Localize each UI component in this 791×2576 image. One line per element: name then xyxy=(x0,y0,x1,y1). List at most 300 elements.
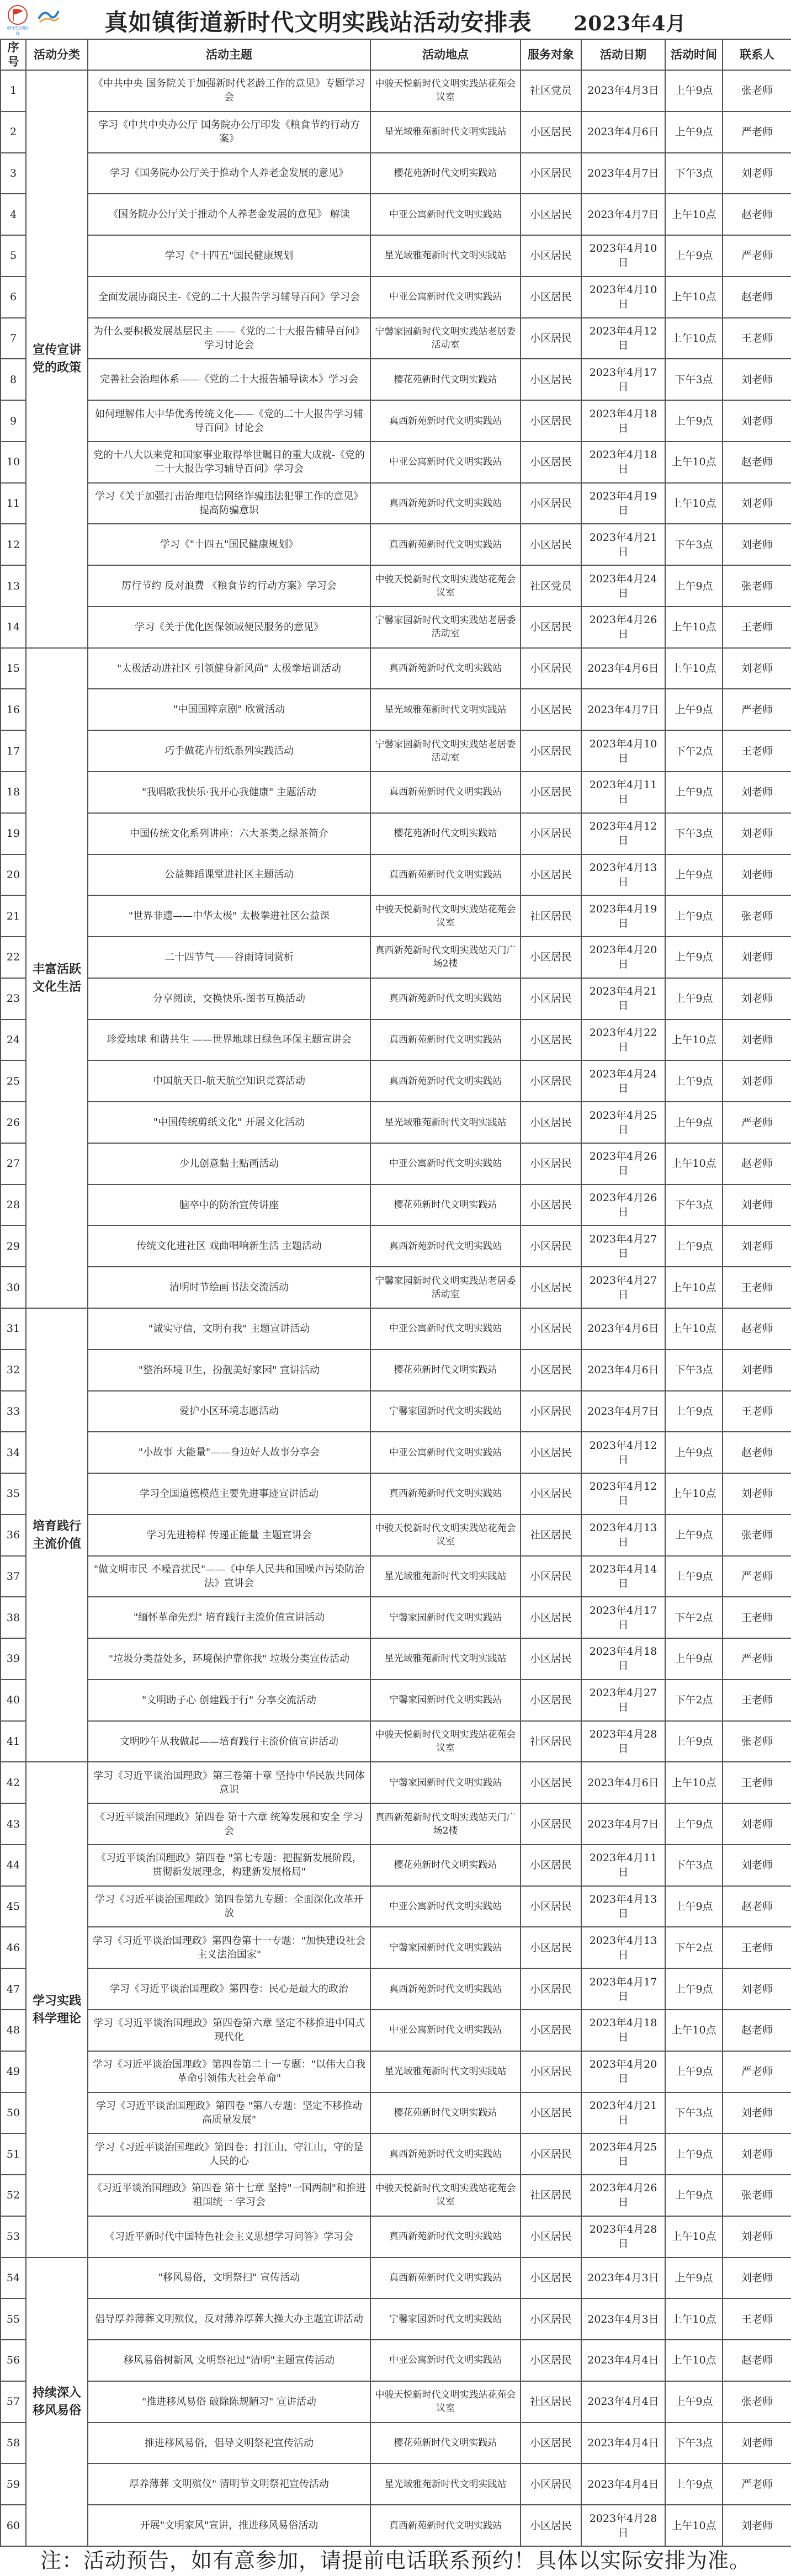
activity-theme: "垃圾分类益处多，环境保护靠你我" 垃圾分类宣传活动 xyxy=(88,1638,370,1680)
table-row xyxy=(1,1886,791,1927)
row-number: 33 xyxy=(1,1391,26,1432)
category-cell: 丰富活跃文化生活 xyxy=(26,648,88,1308)
column-header: 活动地点 xyxy=(370,39,521,70)
row-number: 50 xyxy=(1,2092,26,2134)
activity-date: 2023年4月27日 xyxy=(581,1680,665,1721)
service-target: 小区居民 xyxy=(521,607,581,648)
table-row xyxy=(1,2092,791,2134)
table-row xyxy=(1,400,791,442)
service-target: 小区居民 xyxy=(521,2216,581,2258)
row-number: 22 xyxy=(1,937,26,978)
service-target: 小区居民 xyxy=(521,235,581,277)
service-target: 小区居民 xyxy=(521,1060,581,1102)
contact-person: 刘老师 xyxy=(723,772,791,813)
activity-theme: 学习《习近平谈治国理政》第四卷第二十一专题："以伟大自我革命引领伟大社会革命" xyxy=(88,2051,370,2092)
category-cell: 培育践行主流价值 xyxy=(26,1308,88,1762)
activity-time: 上午10点 xyxy=(665,607,723,648)
table-row xyxy=(1,2175,791,2216)
contact-person: 赵老师 xyxy=(723,442,791,483)
activity-date: 2023年4月17日 xyxy=(581,1597,665,1638)
contact-person: 刘老师 xyxy=(723,648,791,689)
activity-theme: 学习《习近平谈治国理政》第四卷第六章 坚定不移推进中国式现代化 xyxy=(88,2010,370,2051)
table-row xyxy=(1,937,791,978)
table-row xyxy=(1,1680,791,1721)
activity-time: 上午9点 xyxy=(665,1803,723,1845)
contact-person: 刘老师 xyxy=(723,1060,791,1102)
activity-time: 上午9点 xyxy=(665,1721,723,1762)
activity-date: 2023年4月11日 xyxy=(581,772,665,813)
activity-place: 宁馨家园新时代文明实践站老居委活动室 xyxy=(370,607,521,648)
activity-place: 宁馨家园新时代文明实践站 xyxy=(370,1597,521,1638)
activity-date: 2023年4月28日 xyxy=(581,1721,665,1762)
activity-theme: 《习近平谈治国理政》第四卷 第十七章 坚持"一国两制"和推进祖国统一 学习会 xyxy=(88,2175,370,2216)
row-number: 46 xyxy=(1,1927,26,1968)
activity-theme: "移风易俗，文明祭扫" 宣传活动 xyxy=(88,2258,370,2299)
activity-date: 2023年4月6日 xyxy=(581,1308,665,1350)
contact-person: 刘老师 xyxy=(723,1350,791,1391)
activity-place: 樱花苑新时代文明实践站 xyxy=(370,1185,521,1226)
row-number: 24 xyxy=(1,1019,26,1061)
activity-place: 中骏天悦新时代文明实践站花苑会议室 xyxy=(370,2175,521,2216)
contact-person: 张老师 xyxy=(723,1721,791,1762)
activity-time: 上午9点 xyxy=(665,937,723,978)
service-target: 小区居民 xyxy=(521,318,581,359)
table-row xyxy=(1,524,791,565)
table-row xyxy=(1,111,791,153)
service-target: 小区居民 xyxy=(521,1432,581,1473)
activity-date: 2023年4月6日 xyxy=(581,1350,665,1391)
activity-date: 2023年4月26日 xyxy=(581,1143,665,1185)
activity-date: 2023年4月12日 xyxy=(581,813,665,854)
activity-theme: 推进移风易俗，倡导文明祭祀宣传活动 xyxy=(88,2423,370,2464)
activity-theme: 学习《中共中央办公厅 国务院办公厅印发《粮食节约行动方案》 xyxy=(88,111,370,153)
table-row xyxy=(1,318,791,359)
activity-time: 上午10点 xyxy=(665,2298,723,2340)
service-target: 小区居民 xyxy=(521,1968,581,2010)
activity-date: 2023年4月6日 xyxy=(581,1762,665,1803)
contact-person: 赵老师 xyxy=(723,1143,791,1185)
service-target: 小区居民 xyxy=(521,978,581,1019)
activity-date: 2023年4月4日 xyxy=(581,2340,665,2381)
contact-person: 张老师 xyxy=(723,565,791,607)
service-target: 社区居民 xyxy=(521,2175,581,2216)
contact-person: 王老师 xyxy=(723,1680,791,1721)
row-number: 49 xyxy=(1,2051,26,2092)
activity-theme: 厚养薄葬 文明殡仪" 清明节文明祭祀宣传活动 xyxy=(88,2463,370,2505)
table-row xyxy=(1,813,791,854)
service-target: 小区居民 xyxy=(521,1225,581,1267)
service-target: 小区居民 xyxy=(521,1102,581,1143)
activity-place: 真西新苑新时代文明实践站天门广场2楼 xyxy=(370,937,521,978)
activity-date: 2023年4月7日 xyxy=(581,1803,665,1845)
activity-theme: 二十四节气——谷雨诗词赏析 xyxy=(88,937,370,978)
contact-person: 刘老师 xyxy=(723,937,791,978)
table-row xyxy=(1,2340,791,2381)
activity-time: 下午3点 xyxy=(665,1845,723,1886)
activity-theme: 脑卒中的防治宣传讲座 xyxy=(88,1185,370,1226)
activity-date: 2023年4月3日 xyxy=(581,2298,665,2340)
activity-theme: 开展"文明家风"宣讲，推进移风易俗活动 xyxy=(88,2505,370,2546)
table-row xyxy=(1,689,791,730)
contact-person: 刘老师 xyxy=(723,1225,791,1267)
activity-place: 星光域雅苑新时代文明实践站 xyxy=(370,1102,521,1143)
service-target: 小区居民 xyxy=(521,524,581,565)
activity-time: 上午9点 xyxy=(665,2381,723,2423)
column-header: 活动日期 xyxy=(581,39,665,70)
contact-person: 严老师 xyxy=(723,111,791,153)
activity-time: 上午9点 xyxy=(665,854,723,896)
activity-theme: 珍爱地球 和谐共生 ——世界地球日绿色环保主题宣讲会 xyxy=(88,1019,370,1061)
table-row xyxy=(1,1391,791,1432)
activity-date: 2023年4月10日 xyxy=(581,730,665,772)
activity-theme: 党的十八大以来党和国家事业取得举世瞩目的重大成就-《党的二十大报告学习辅导百问》学习会 xyxy=(88,442,370,483)
row-number: 45 xyxy=(1,1886,26,1927)
table-row xyxy=(1,1927,791,1968)
activity-theme: 学习《关于优化医保领域便民服务的意见》 xyxy=(88,607,370,648)
activity-time: 上午9点 xyxy=(665,1225,723,1267)
service-target: 小区居民 xyxy=(521,730,581,772)
service-target: 小区居民 xyxy=(521,277,581,318)
table-row xyxy=(1,648,791,689)
table-row xyxy=(1,2133,791,2175)
activity-place: 真西新苑新时代文明实践站 xyxy=(370,1225,521,1267)
contact-person: 刘老师 xyxy=(723,2092,791,2134)
row-number: 3 xyxy=(1,153,26,194)
row-number: 40 xyxy=(1,1680,26,1721)
table-row xyxy=(1,1350,791,1391)
table-row xyxy=(1,1225,791,1267)
activity-time: 下午3点 xyxy=(665,2092,723,2134)
column-header: 活动分类 xyxy=(26,39,88,70)
activity-theme: 公益舞蹈课堂进社区主题活动 xyxy=(88,854,370,896)
contact-person: 刘老师 xyxy=(723,1803,791,1845)
contact-person: 严老师 xyxy=(723,1556,791,1597)
activity-theme: 学习《习近平谈治国理政》第四卷第十一专题："加快建设社会主义法治国家" xyxy=(88,1927,370,1968)
activity-time: 上午10点 xyxy=(665,1308,723,1350)
activity-time: 上午10点 xyxy=(665,648,723,689)
activity-theme: "诚实守信，文明有我" 主题宣讲活动 xyxy=(88,1308,370,1350)
activity-place: 樱花苑新时代文明实践站 xyxy=(370,359,521,400)
activity-time: 上午9点 xyxy=(665,2133,723,2175)
activity-date: 2023年4月25日 xyxy=(581,2133,665,2175)
activity-date: 2023年4月19日 xyxy=(581,895,665,937)
activity-theme: "做文明市民 不噪音扰民"——《中华人民共和国噪声污染防治法》宣讲会 xyxy=(88,1556,370,1597)
row-number: 37 xyxy=(1,1556,26,1597)
activity-time: 上午10点 xyxy=(665,2010,723,2051)
activity-place: 真西新苑新时代文明实践站天门广场2楼 xyxy=(370,1803,521,1845)
activity-theme: 学习《习近平谈治国理政》第四卷 "第八专题：坚定不移推动高质量发展" xyxy=(88,2092,370,2134)
service-target: 小区居民 xyxy=(521,1473,581,1515)
contact-person: 赵老师 xyxy=(723,1886,791,1927)
activity-place: 中骏天悦新时代文明实践站花苑会议室 xyxy=(370,1721,521,1762)
contact-person: 刘老师 xyxy=(723,359,791,400)
row-number: 51 xyxy=(1,2133,26,2175)
activity-date: 2023年4月17日 xyxy=(581,359,665,400)
footer-note: 注：活动预告，如有意参加，请提前电话联系预约！具体以实际安排为准。 xyxy=(40,2548,751,2573)
activity-date: 2023年4月4日 xyxy=(581,2423,665,2464)
activity-date: 2023年4月21日 xyxy=(581,2092,665,2134)
activity-theme: 移风易俗树新风 文明祭祀过"清明"主题宣传活动 xyxy=(88,2340,370,2381)
activity-date: 2023年4月21日 xyxy=(581,524,665,565)
activity-theme: "推进移风易俗 破除陈规陋习" 宣讲活动 xyxy=(88,2381,370,2423)
header xyxy=(0,0,791,39)
activity-place: 中骏天悦新时代文明实践站花苑会议室 xyxy=(370,1515,521,1556)
row-number: 35 xyxy=(1,1473,26,1515)
table-row xyxy=(1,442,791,483)
activity-place: 中亚公寓新时代文明实践站 xyxy=(370,277,521,318)
contact-person: 刘老师 xyxy=(723,2133,791,2175)
activity-date: 2023年4月13日 xyxy=(581,1927,665,1968)
activity-time: 下午2点 xyxy=(665,730,723,772)
activity-place: 樱花苑新时代文明实践站 xyxy=(370,1845,521,1886)
activity-time: 上午9点 xyxy=(665,1638,723,1680)
activity-place: 星光域雅苑新时代文明实践站 xyxy=(370,689,521,730)
row-number: 44 xyxy=(1,1845,26,1886)
activity-theme: 学习《习近平谈治国理政》第三卷第十章 坚持中华民族共同体意识 xyxy=(88,1762,370,1803)
contact-person: 严老师 xyxy=(723,2463,791,2505)
activity-theme: 清明时节绘画书法交流活动 xyxy=(88,1267,370,1308)
activity-theme: "太极活动进社区 引领健身新风尚" 太极拳培训活动 xyxy=(88,648,370,689)
service-target: 社区党员 xyxy=(521,70,581,111)
service-target: 小区居民 xyxy=(521,442,581,483)
activity-time: 上午9点 xyxy=(665,1432,723,1473)
activity-place: 真西新苑新时代文明实践站 xyxy=(370,483,521,524)
service-target: 小区居民 xyxy=(521,648,581,689)
activity-place: 真西新苑新时代文明实践站 xyxy=(370,1968,521,2010)
contact-person: 张老师 xyxy=(723,895,791,937)
activity-date: 2023年4月7日 xyxy=(581,1391,665,1432)
activity-theme: 为什么要积极发展基层民主 ——《党的二十大报告辅导百问》学习讨论会 xyxy=(88,318,370,359)
service-target: 小区居民 xyxy=(521,400,581,442)
activity-place: 真西新苑新时代文明实践站 xyxy=(370,2505,521,2546)
activity-time: 上午9点 xyxy=(665,689,723,730)
activity-time: 下午3点 xyxy=(665,359,723,400)
activity-theme: 《习近平谈治国理政》第四卷 第十六章 统筹发展和安全 学习会 xyxy=(88,1803,370,1845)
activity-time: 上午10点 xyxy=(665,442,723,483)
activity-date: 2023年4月18日 xyxy=(581,2010,665,2051)
row-number: 5 xyxy=(1,235,26,277)
activity-theme: "世界非遗——中华太极" 太极拳进社区公益课 xyxy=(88,895,370,937)
activity-time: 上午10点 xyxy=(665,483,723,524)
contact-person: 王老师 xyxy=(723,1927,791,1968)
service-target: 小区居民 xyxy=(521,1267,581,1308)
column-header: 联系人 xyxy=(723,39,791,70)
column-header: 序号 xyxy=(1,39,26,70)
category-cell: 学习实践科学理论 xyxy=(26,1762,88,2257)
table-row xyxy=(1,2010,791,2051)
activity-place: 真西新苑新时代文明实践站 xyxy=(370,2216,521,2258)
table-row xyxy=(1,70,791,111)
activity-time: 上午10点 xyxy=(665,1267,723,1308)
service-target: 社区居民 xyxy=(521,1515,581,1556)
activity-theme: 如何理解伟大中华优秀传统文化——《党的二十大报告学习辅导百问》讨论会 xyxy=(88,400,370,442)
activity-time: 上午9点 xyxy=(665,1556,723,1597)
row-number: 8 xyxy=(1,359,26,400)
contact-person: 刘老师 xyxy=(723,1968,791,2010)
row-number: 34 xyxy=(1,1432,26,1473)
title-text: 真如镇街道新时代文明实践站活动安排表 xyxy=(104,9,532,36)
table-row xyxy=(1,1185,791,1226)
activity-place: 中亚公寓新时代文明实践站 xyxy=(370,2340,521,2381)
activity-time: 上午9点 xyxy=(665,235,723,277)
row-number: 19 xyxy=(1,813,26,854)
activity-place: 宁馨家园新时代文明实践站 xyxy=(370,1391,521,1432)
row-number: 6 xyxy=(1,277,26,318)
activity-date: 2023年4月13日 xyxy=(581,1515,665,1556)
contact-person: 张老师 xyxy=(723,2175,791,2216)
activity-place: 中亚公寓新时代文明实践站 xyxy=(370,1432,521,1473)
row-number: 54 xyxy=(1,2258,26,2299)
activity-date: 2023年4月12日 xyxy=(581,1432,665,1473)
activity-time: 上午9点 xyxy=(665,565,723,607)
table-row xyxy=(1,2381,791,2423)
activity-place: 真西新苑新时代文明实践站 xyxy=(370,2258,521,2299)
table-row xyxy=(1,1102,791,1143)
activity-place: 中骏天悦新时代文明实践站花苑会议室 xyxy=(370,895,521,937)
row-number: 26 xyxy=(1,1102,26,1143)
row-number: 32 xyxy=(1,1350,26,1391)
title-date: 2023年4月 xyxy=(574,12,687,35)
service-target: 小区居民 xyxy=(521,1185,581,1226)
contact-person: 王老师 xyxy=(723,2298,791,2340)
service-target: 小区居民 xyxy=(521,2505,581,2546)
row-number: 23 xyxy=(1,978,26,1019)
contact-person: 刘老师 xyxy=(723,400,791,442)
contact-person: 刘老师 xyxy=(723,2258,791,2299)
service-target: 小区居民 xyxy=(521,2051,581,2092)
row-number: 10 xyxy=(1,442,26,483)
activity-place: 真西新苑新时代文明实践站 xyxy=(370,524,521,565)
activity-date: 2023年4月18日 xyxy=(581,400,665,442)
activity-time: 下午3点 xyxy=(665,2423,723,2464)
activity-time: 上午9点 xyxy=(665,70,723,111)
activity-place: 中亚公寓新时代文明实践站 xyxy=(370,1143,521,1185)
contact-person: 刘老师 xyxy=(723,153,791,194)
activity-theme: 学习《习近平谈治国理政》第四卷：打江山、守江山，守的是人民的心 xyxy=(88,2133,370,2175)
row-number: 11 xyxy=(1,483,26,524)
activity-place: 宁馨家园新时代文明实践站老居委活动室 xyxy=(370,318,521,359)
activity-date: 2023年4月6日 xyxy=(581,111,665,153)
service-target: 小区居民 xyxy=(521,194,581,235)
activity-theme: 《习近平新时代中国特色社会主义思想学习问答》学习会 xyxy=(88,2216,370,2258)
activity-theme: 中国传统文化系列讲座：六大茶类之绿茶简介 xyxy=(88,813,370,854)
row-number: 29 xyxy=(1,1225,26,1267)
service-target: 小区居民 xyxy=(521,1762,581,1803)
table-row xyxy=(1,1845,791,1886)
row-number: 7 xyxy=(1,318,26,359)
contact-person: 赵老师 xyxy=(723,1308,791,1350)
row-number: 17 xyxy=(1,730,26,772)
activity-theme: 全面发展协商民主-《党的二十大报告学习辅导百问》学习会 xyxy=(88,277,370,318)
activity-date: 2023年4月13日 xyxy=(581,1886,665,1927)
contact-person: 刘老师 xyxy=(723,978,791,1019)
activity-theme: 《习近平谈治国理政》第四卷 "第七专题：把握新发展阶段，贯彻新发展理念，构建新发展格局" xyxy=(88,1845,370,1886)
activity-place: 真西新苑新时代文明实践站 xyxy=(370,1060,521,1102)
activity-place: 真西新苑新时代文明实践站 xyxy=(370,978,521,1019)
service-target: 小区居民 xyxy=(521,937,581,978)
service-target: 小区居民 xyxy=(521,1845,581,1886)
service-target: 社区党员 xyxy=(521,565,581,607)
activity-place: 中骏天悦新时代文明实践站花苑会议室 xyxy=(370,2381,521,2423)
service-target: 小区居民 xyxy=(521,1308,581,1350)
contact-person: 赵老师 xyxy=(723,194,791,235)
table-row xyxy=(1,2505,791,2546)
activity-time: 上午9点 xyxy=(665,1515,723,1556)
activity-time: 上午9点 xyxy=(665,2258,723,2299)
activity-theme: 学习《关于加强打击治理电信网络诈骗违法犯罪工作的意见》提高防骗意识 xyxy=(88,483,370,524)
activity-place: 中骏天悦新时代文明实践站花苑会议室 xyxy=(370,70,521,111)
activity-time: 下午3点 xyxy=(665,813,723,854)
service-target: 小区居民 xyxy=(521,813,581,854)
activity-time: 下午3点 xyxy=(665,1350,723,1391)
activity-date: 2023年4月7日 xyxy=(581,194,665,235)
table-row xyxy=(1,277,791,318)
activity-place: 樱花苑新时代文明实践站 xyxy=(370,813,521,854)
contact-person: 刘老师 xyxy=(723,2216,791,2258)
activity-date: 2023年4月6日 xyxy=(581,648,665,689)
table-row xyxy=(1,1019,791,1061)
activity-date: 2023年4月27日 xyxy=(581,1267,665,1308)
activity-theme: 文明吵午从我做起——培育践行主流价值宣讲活动 xyxy=(88,1721,370,1762)
activity-place: 樱花苑新时代文明实践站 xyxy=(370,153,521,194)
logo-caption: 新时代文明实践 xyxy=(7,26,29,36)
activity-theme: 学习《"十四五"国民健康规划 xyxy=(88,235,370,277)
activity-theme: "小故事 大能量"——身边好人故事分享会 xyxy=(88,1432,370,1473)
activity-place: 星光域雅苑新时代文明实践站 xyxy=(370,1556,521,1597)
table-row xyxy=(1,854,791,896)
activity-time: 上午10点 xyxy=(665,1143,723,1185)
activity-theme: 倡导厚养薄葬文明殡仪，反对薄养厚葬大操大办主题宣讲活动 xyxy=(88,2298,370,2340)
service-target: 社区居民 xyxy=(521,895,581,937)
contact-person: 刘老师 xyxy=(723,854,791,896)
service-target: 小区居民 xyxy=(521,2423,581,2464)
activity-date: 2023年4月7日 xyxy=(581,153,665,194)
service-target: 小区居民 xyxy=(521,772,581,813)
activity-theme: 中国航天日-航天航空知识竞赛活动 xyxy=(88,1060,370,1102)
activity-place: 中亚公寓新时代文明实践站 xyxy=(370,2010,521,2051)
activity-place: 樱花苑新时代文明实践站 xyxy=(370,1350,521,1391)
activity-time: 上午10点 xyxy=(665,2505,723,2546)
activity-place: 宁馨家园新时代文明实践站 xyxy=(370,1680,521,1721)
table-row xyxy=(1,359,791,400)
table-row xyxy=(1,895,791,937)
category-cell: 持续深入移风易俗 xyxy=(26,2258,88,2546)
contact-person: 赵老师 xyxy=(723,2340,791,2381)
activity-time: 下午3点 xyxy=(665,524,723,565)
activity-theme: 爱护小区环境志愿活动 xyxy=(88,1391,370,1432)
activity-place: 宁馨家园新时代文明实践站 xyxy=(370,2298,521,2340)
activity-date: 2023年4月26日 xyxy=(581,607,665,648)
activity-date: 2023年4月3日 xyxy=(581,70,665,111)
table-row xyxy=(1,1968,791,2010)
service-target: 小区居民 xyxy=(521,359,581,400)
row-number: 41 xyxy=(1,1721,26,1762)
table-row xyxy=(1,483,791,524)
contact-person: 严老师 xyxy=(723,2051,791,2092)
activity-place: 真西新苑新时代文明实践站 xyxy=(370,400,521,442)
service-target: 小区居民 xyxy=(521,1143,581,1185)
row-number: 47 xyxy=(1,1968,26,2010)
activity-place: 星光域雅苑新时代文明实践站 xyxy=(370,1638,521,1680)
contact-person: 刘老师 xyxy=(723,1473,791,1515)
contact-person: 刘老师 xyxy=(723,1019,791,1061)
service-target: 小区居民 xyxy=(521,1391,581,1432)
activity-date: 2023年4月21日 xyxy=(581,978,665,1019)
activity-time: 上午9点 xyxy=(665,1102,723,1143)
activity-time: 上午9点 xyxy=(665,895,723,937)
table-row xyxy=(1,1308,791,1350)
activity-place: 星光域雅苑新时代文明实践站 xyxy=(370,235,521,277)
